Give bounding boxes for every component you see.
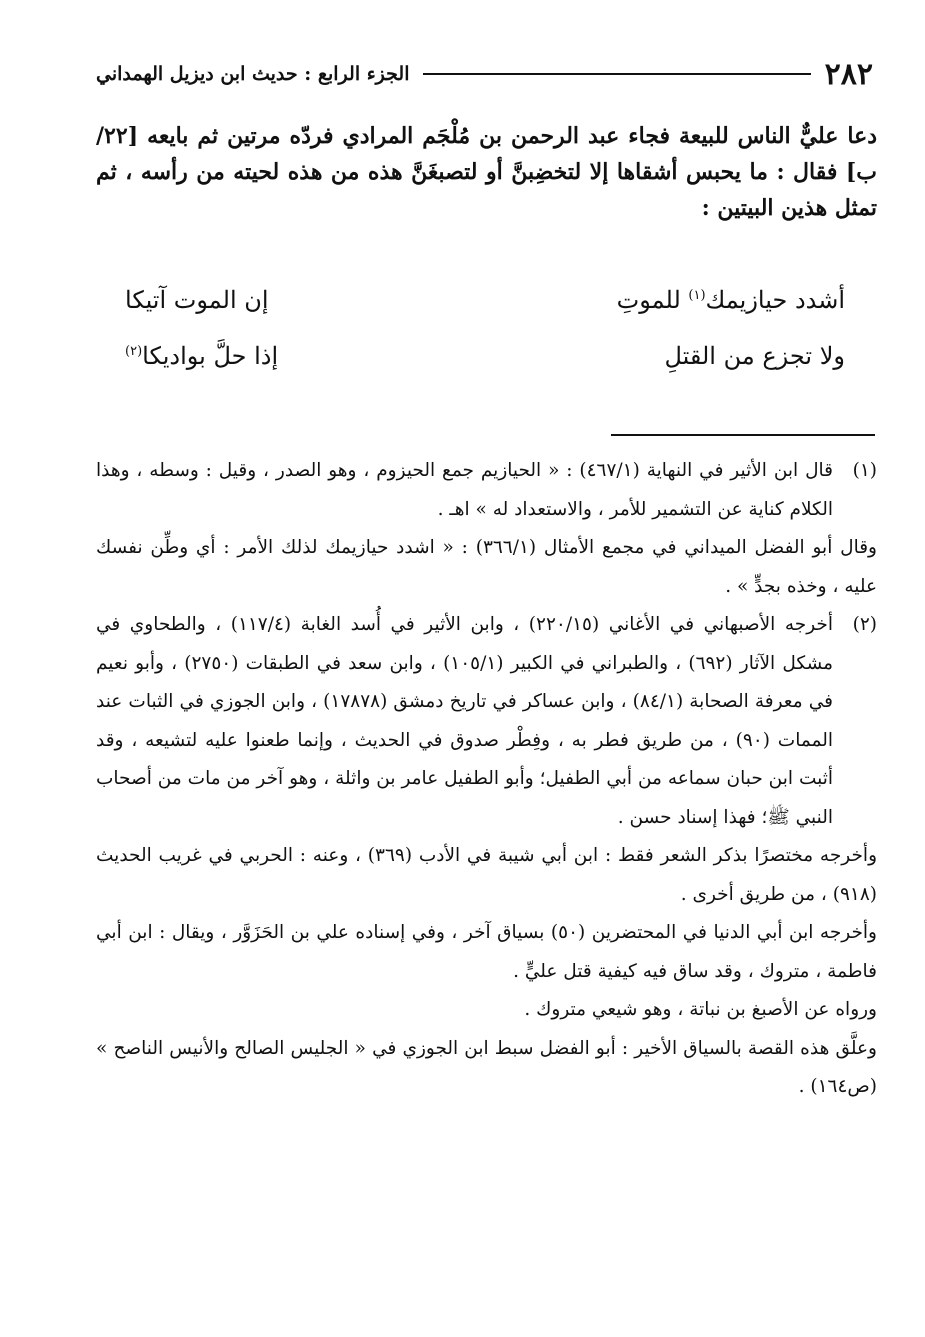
hemistich-text: إن الموت آتيكا [125,286,269,314]
hemistich-tail: من القتلِ [664,342,763,370]
header-rule [423,73,810,75]
footnote-body [96,606,877,1107]
footnote-number: (١) [852,460,877,481]
verse [125,272,845,328]
hemistich-tail: للموتِ [616,286,689,314]
footnote-1 [96,452,877,606]
running-head [96,52,873,96]
main-text [96,118,877,226]
footnote-paragraph: قال ابن الأثير في النهاية (٤٦٧/١) : « الحيازيم جمع الحيزوم ، وهو الصدر ، وقيل : وسطه ، وهذا الكلام كناية عن التشمير للأمر ، والاستعداد له » اهـ . [96,460,833,520]
hemistich-text: أشدد حيازيمك [705,286,845,314]
hemistich-second [125,286,449,314]
poem [125,272,845,384]
footnote-body [96,452,877,606]
footnote-paragraph: وأخرجه ابن أبي الدنيا في المحتضرين (٥٠) بسياق آخر ، وفي إسناده علي بن الحَزَوَّر ، ويقال : ابن أبي فاطمة ، متروك ، وقد ساق فيه كيفية قتل عليٍّ . [96,922,877,982]
running-title: الجزء الرابع : حديث ابن ديزيل الهمداني [96,63,410,85]
footnote-paragraph: وأخرجه مختصرًا بذكر الشعر فقط : ابن أبي شيبة في الأدب (٣٦٩) ، وعنه : الحربي في غريب الحديث (٩١٨) ، من طريق أخرى . [96,845,877,905]
hemistich-first [521,342,845,370]
verse [125,328,845,384]
footnote-number: (٢) [852,614,877,635]
hemistich-first [521,286,845,314]
hemistich-text: ولا تجزع [762,342,845,370]
footnote-paragraph: وقال أبو الفضل الميداني في مجمع الأمثال (٣٦٦/١) : « اشدد حيازيمك لذلك الأمر : أي وطِّن نفسك عليه ، وخذه بجدٍّ » . [96,537,877,597]
footnote-paragraph: ورواه عن الأصبغ بن نباتة ، وهو شيعي متروك . [524,999,877,1020]
main-paragraph: دعا عليٌّ الناس للبيعة فجاء عبد الرحمن بن مُلْجَم المرادي فردّه مرتين ثم بايعه [٢٢/ب] فقال : ما يحبس أشقاها إلا لتخضِبنَّ أو لتصبغَنَّ هذه من هذه لحيته من رأسه ، ثم تمثل هذين البيتين : [96,123,877,221]
footnote-marker: (٢) [125,344,143,359]
footnote-paragraph: أخرجه الأصبهاني في الأغاني (٢٢٠/١٥) ، وابن الأثير في أُسد الغابة (١١٧/٤) ، والطحاوي في مشكل الآثار (٦٩٢) ، والطبراني في الكبير (١٠٥/١) ، وابن سعد في الطبقات (٢٧٥٠) ، وأبو نعيم في معرفة الصحابة (٨٤/١) ، وابن عساكر في تاريخ دمشق (١٧٨٧٨) ، وابن الجوزي في الثبات عند الممات (٩٠) ، من طريق فطر به ، وفِطْر صدوق في الحديث ، وإنما طعنوا عليه لتشيعه ، وقد أثبت ابن حبان سماعه من أبي الطفيل؛ وأبو الطفيل عامر بن واثلة ، وهو آخر من مات من أصحاب النبي ﷺ؛ فهذا إسناد حسن . [96,614,833,828]
footnotes [96,452,877,1107]
footnote-2 [96,606,877,1107]
page-number: ٢٨٢ [824,56,873,92]
footnote-marker: (١) [688,288,706,303]
hemistich-second [125,342,449,370]
footnote-paragraph: وعلَّق هذه القصة بالسياق الأخير : أبو الفضل سبط ابن الجوزي في « الجليس الصالح والأنيس الناصح » (ص١٦٤) . [96,1037,877,1097]
footnote-separator [611,434,875,436]
hemistich-text: إذا حلَّ بواديكا [142,342,279,370]
